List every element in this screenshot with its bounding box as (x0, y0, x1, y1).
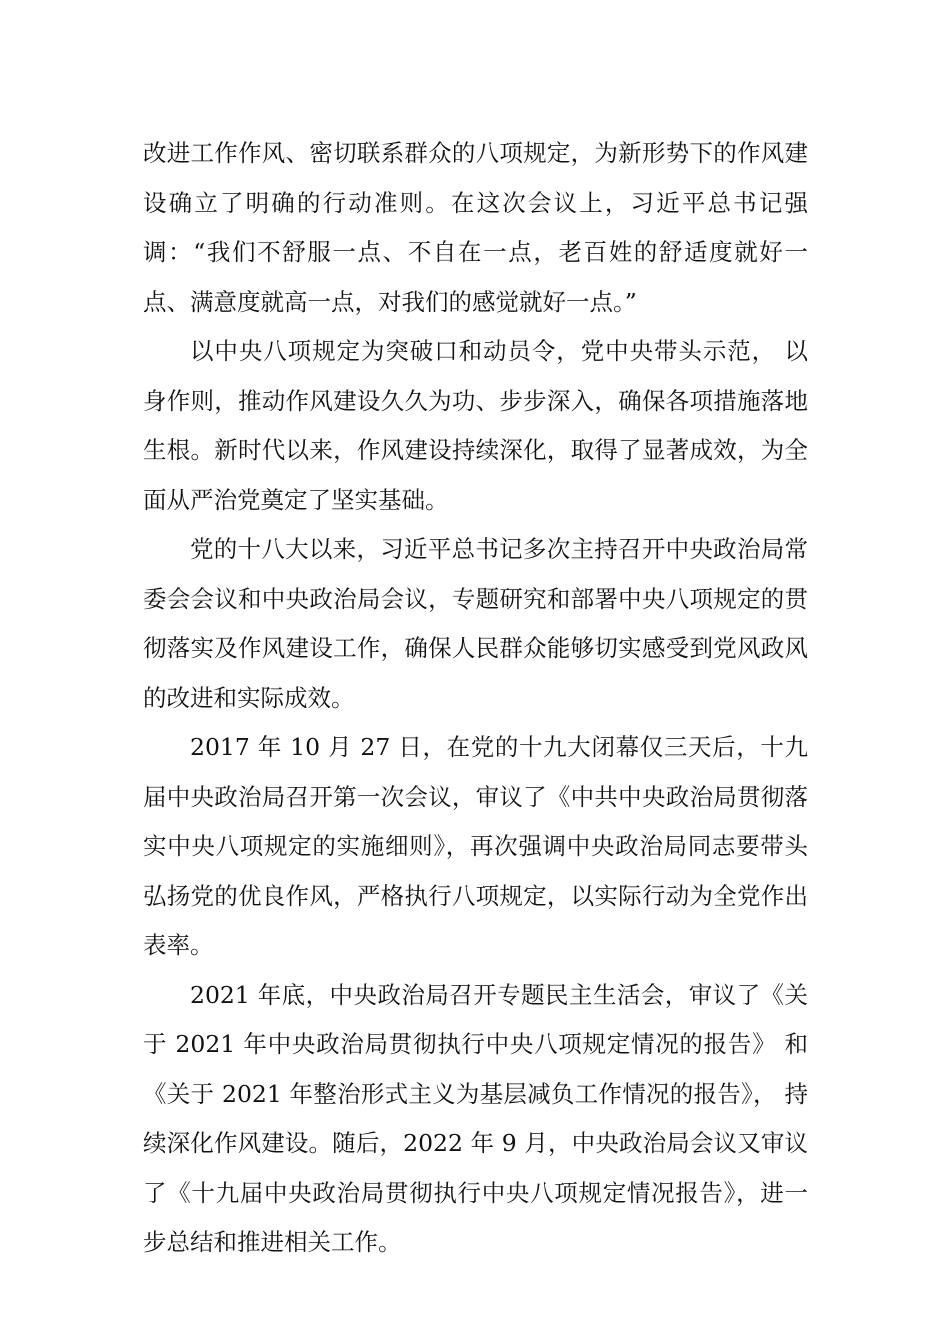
paragraph-5: 2021 年底，中央政治局召开专题民主生活会，审议了《关于 2021 年中央政治局贯彻执行中央八项规定情况的报告》 和《关于 2021 年整治形式主义为基层减负工作情况的报告》， 持续深化作风建设。随后，2022 年 9 月，中央政治局会议又审议了《十九届中央政治局贯彻执行中央八项规定情况报告》，进一步总结和推进相关工作。 (143, 980, 808, 1256)
paragraph-2: 以中央八项规定为突破口和动员令，党中央带头示范， 以身作则，推动作风建设久久为功、步步深入，确保各项措施落地生根。新时代以来，作风建设持续深化，取得了显著成效，为全面从严治党奠定了坚实基础。 (143, 337, 808, 514)
paragraph-1: 改进工作作风、密切联系群众的八项规定，为新形势下的作风建设确立了明确的行动准则。在这次会议上，习近平总书记强调：“我们不舒服一点、不自在一点，老百姓的舒适度就好一点、满意度就高一点，对我们的感觉就好一点。” (143, 139, 808, 316)
document-body (143, 129, 808, 1268)
paragraph-4: 2017 年 10 月 27 日，在党的十九大闭幕仅三天后，十九届中央政治局召开第一次会议，审议了《中共中央政治局贯彻落实中央八项规定的实施细则》，再次强调中央政治局同志要带头弘扬党的优良作风，严格执行八项规定，以实际行动为全党作出表率。 (143, 733, 808, 959)
paragraph-3: 党的十八大以来，习近平总书记多次主持召开中央政治局常委会会议和中央政治局会议，专题研究和部署中央八项规定的贯彻落实及作风建设工作，确保人民群众能够切实感受到党风政风的改进和实际成效。 (143, 535, 808, 712)
